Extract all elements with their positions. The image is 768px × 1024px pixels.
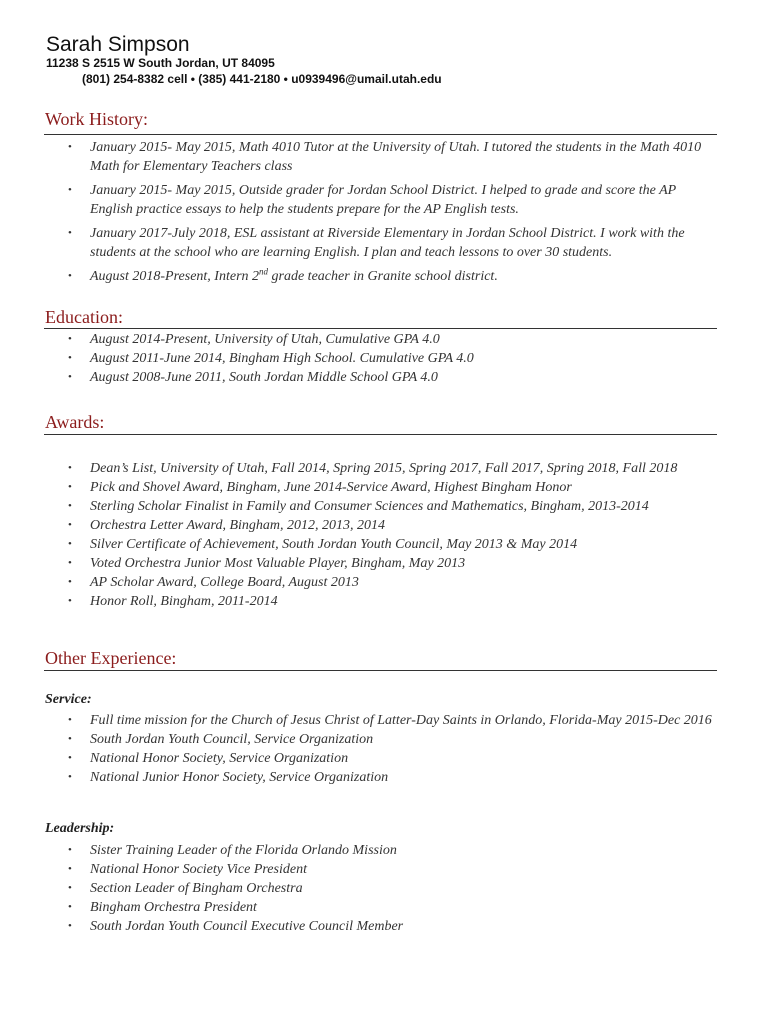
bullet-icon: •: [68, 538, 72, 550]
education-list: [68, 330, 713, 387]
bullet-icon: •: [68, 481, 72, 493]
list-item: • Pick and Shovel Award, Bingham, June 2014-Service Award, Highest Bingham Honor: [68, 480, 572, 495]
section-heading-work-history: Work History:: [45, 109, 149, 129]
bullet-icon: •: [68, 844, 72, 856]
list-item: • August 2018-Present, Intern 2nd grade teacher in Granite school district.: [68, 266, 498, 284]
awards-list: [68, 459, 713, 611]
list-item: • Voted Orchestra Junior Most Valuable Player, Bingham, May 2013: [68, 556, 466, 571]
bullet-icon: •: [68, 733, 72, 745]
list-item: • National Honor Society Vice President: [68, 862, 307, 877]
bullet-icon: •: [68, 752, 72, 764]
section-heading-awards: Awards:: [45, 412, 105, 432]
bullet-icon: •: [68, 595, 72, 607]
bullet-icon: •: [68, 371, 72, 383]
bullet-icon: •: [68, 576, 72, 588]
list-item: • August 2011-June 2014, Bingham High School. Cumulative GPA 4.0: [68, 351, 474, 366]
bullet-icon: •: [68, 771, 72, 783]
list-item: • Honor Roll, Bingham, 2011-2014: [68, 594, 278, 609]
list-item: • South Jordan Youth Council, Service Organization: [68, 732, 374, 747]
list-item: • Sister Training Leader of the Florida Orlando Mission: [68, 843, 397, 858]
section-heading-other-experience: Other Experience:: [45, 648, 177, 668]
list-item: • August 2008-June 2011, South Jordan Middle School GPA 4.0: [68, 370, 438, 385]
leadership-subheading: Leadership:: [45, 821, 115, 836]
list-item: • August 2014-Present, University of Utah, Cumulative GPA 4.0: [68, 332, 440, 347]
list-item: • January 2015- May 2015, Outside grader for Jordan School District. I helped to grade and score the AP English practice essays to help the students prepare for the AP English tests.: [68, 183, 676, 217]
bullet-icon: •: [68, 863, 72, 875]
contact-line: (801) 254-8382 cell • (385) 441-2180 • u0939496@umail.utah.edu: [82, 72, 442, 86]
bullet-icon: •: [68, 227, 72, 239]
bullet-icon: •: [68, 352, 72, 364]
section-divider: [44, 434, 717, 435]
leadership-list: [68, 841, 713, 936]
service-subheading: Service:: [45, 692, 92, 707]
bullet-icon: •: [68, 184, 72, 196]
bullet-icon: •: [68, 901, 72, 913]
bullet-icon: •: [68, 462, 72, 474]
list-item: • Full time mission for the Church of Jesus Christ of Latter-Day Saints in Orlando, Florida-May 2015-Dec 2016: [68, 713, 712, 728]
section-divider: [44, 134, 717, 135]
bullet-icon: •: [68, 920, 72, 932]
list-item: • Silver Certificate of Achievement, South Jordan Youth Council, May 2013 & May 2014: [68, 537, 578, 552]
bullet-icon: •: [68, 141, 72, 153]
list-item: • South Jordan Youth Council Executive Council Member: [68, 919, 404, 934]
list-item: • National Junior Honor Society, Service Organization: [68, 770, 389, 785]
section-heading-education: Education:: [45, 307, 123, 327]
work-history-list: [68, 138, 713, 286]
bullet-icon: •: [68, 519, 72, 531]
section-divider: [44, 328, 717, 329]
bullet-icon: •: [68, 714, 72, 726]
list-item: • Orchestra Letter Award, Bingham, 2012, 2013, 2014: [68, 518, 386, 533]
list-item: • Sterling Scholar Finalist in Family and Consumer Sciences and Mathematics, Bingham, 2013-2014: [68, 499, 649, 514]
bullet-icon: •: [68, 557, 72, 569]
list-item: • National Honor Society, Service Organization: [68, 751, 349, 766]
applicant-name: Sarah Simpson: [46, 33, 190, 56]
bullet-icon: •: [68, 333, 72, 345]
service-list: [68, 711, 713, 787]
bullet-icon: •: [68, 500, 72, 512]
list-item: • Bingham Orchestra President: [68, 900, 257, 915]
bullet-icon: •: [68, 882, 72, 894]
bullet-icon: •: [68, 270, 72, 282]
list-item: • Dean’s List, University of Utah, Fall 2014, Spring 2015, Spring 2017, Fall 2017, Spring 2018, Fall 2018: [68, 461, 678, 476]
list-item: • January 2015- May 2015, Math 4010 Tutor at the University of Utah. I tutored the students in the Math 4010 Math for Elementary Teachers class: [68, 140, 702, 174]
section-divider: [44, 670, 717, 671]
list-item: • Section Leader of Bingham Orchestra: [68, 881, 303, 896]
address-line: 11238 S 2515 W South Jordan, UT 84095: [46, 56, 275, 70]
list-item: • AP Scholar Award, College Board, August 2013: [68, 575, 359, 590]
list-item: • January 2017-July 2018, ESL assistant at Riverside Elementary in Jordan School District. I work with the students at the school who are learning English. I plan and teach lessons to over 30 students.: [68, 226, 685, 260]
